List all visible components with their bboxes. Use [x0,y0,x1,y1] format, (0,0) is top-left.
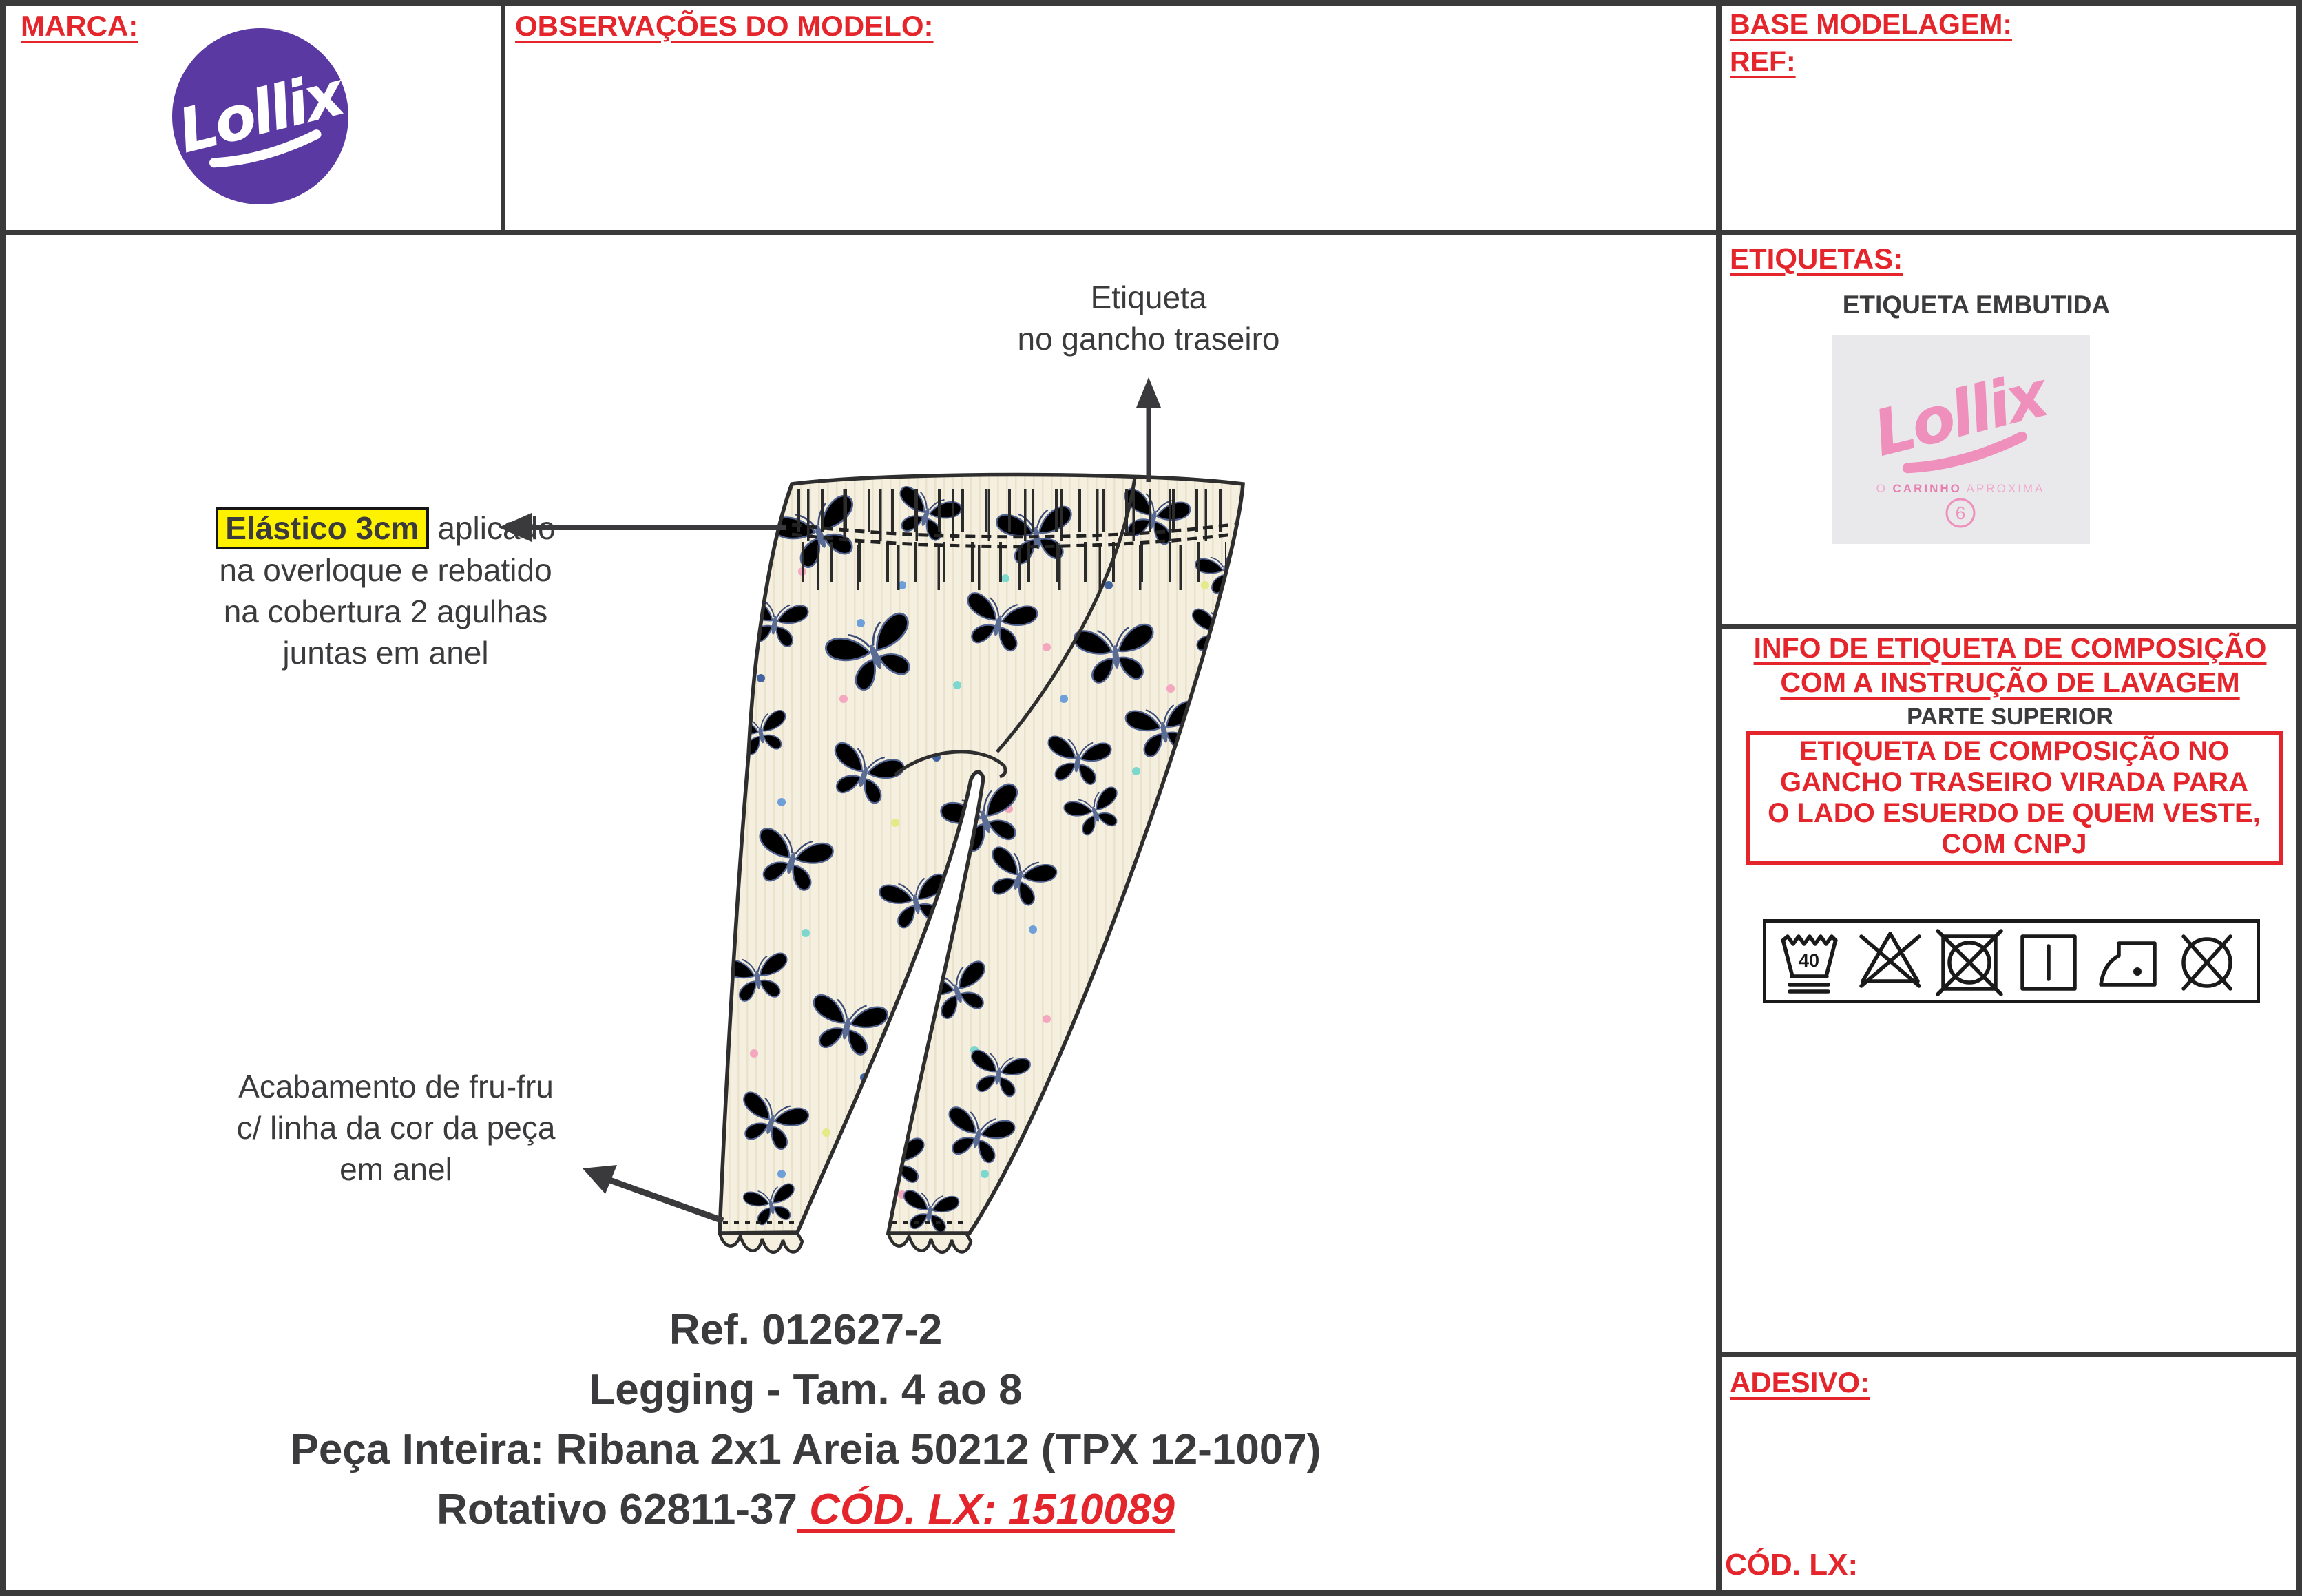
tag-size-number: 6 [1955,503,1966,523]
do-not-dry-clean-icon [2184,936,2230,989]
product-print-code: Rotativo 62811-37 [437,1486,797,1533]
care-symbols-box [1763,919,2260,1003]
lettuce-hem [720,1233,971,1252]
frame-border-top [0,0,2302,6]
composition-note-line: O LADO ESUERDO DE QUEM VESTE, [1768,798,2261,828]
etiquetas-info-divider [1716,624,2302,629]
composition-note-line: ETIQUETA DE COMPOSIÇÃO NO [1799,736,2230,766]
observacoes-label: OBSERVAÇÕES DO MODELO: [515,10,934,42]
svg-text:40: 40 [1798,950,1820,971]
etiquetas-section-label: ETIQUETAS: [1730,242,1903,275]
info-title-line2: COM A INSTRUÇÃO DE LAVAGEM [1780,666,2240,698]
composition-note-line: GANCHO TRASEIRO VIRADA PARA [1779,767,2249,797]
brand-logo [170,26,350,207]
elastico-line2: na overloque e rebatido [219,552,552,588]
product-fabric: Peça Inteira: Ribana 2x1 Areia 50212 (TPX 12-1007) [290,1426,1321,1473]
annotation-frufru [155,1066,637,1190]
tag-tagline: O CARINHO APROXIMA [1876,482,2045,495]
annotation-etiqueta-line2: no gancho traseiro [1017,321,1280,357]
info-composicao-title [1725,631,2295,700]
info-title-line1: INFO DE ETIQUETA DE COMPOSIÇÃO [1753,632,2267,664]
annotation-elastico [145,507,627,673]
elastico-line1-rest: aplicado [428,510,556,546]
frufru-line1: Acabamento de fru-fru [238,1069,554,1104]
product-title-block [117,1300,1494,1540]
annotation-etiqueta [976,277,1321,359]
wash-40-icon [1783,936,1836,991]
ref-label: REF: [1730,45,1796,77]
frame-border-bottom [0,1590,2302,1596]
product-print-line [117,1480,1494,1540]
garment-tag [1832,335,2090,544]
marca-obs-divider [501,0,505,235]
frufru-line3: em anel [339,1151,452,1187]
drip-dry-icon [2022,936,2075,989]
adesivo-label: ADESIVO: [1730,1366,1870,1398]
header-row-divider [0,230,2302,235]
parte-superior-label: PARTE SUPERIOR [1907,704,2113,730]
iron-low-icon [2101,943,2155,985]
frufru-line2: c/ linha da cor da peça [236,1110,556,1146]
tag-logo-text: Lollix [1866,357,2053,472]
elastico-highlight: Elástico 3cm [216,507,428,549]
product-name-size: Legging - Tam. 4 ao 8 [589,1366,1023,1414]
annotation-etiqueta-line1: Etiqueta [1090,280,1207,315]
do-not-tumble-dry-icon [1938,931,2001,994]
composition-note-line: COM CNPJ [1941,829,2087,859]
do-not-bleach-icon [1861,934,1919,986]
composition-note-box [1746,731,2283,865]
info-adesivo-divider [1716,1352,2302,1357]
brand-logo-text: Lollix [171,58,349,167]
elastico-line3: na cobertura 2 agulhas [223,594,548,629]
product-cod-lx: CÓD. LX: 1510089 [797,1486,1175,1533]
etiqueta-arrow [1136,377,1161,482]
elastico-line4: juntas em anel [282,635,489,671]
base-modelagem-label: BASE MODELAGEM: [1730,8,2012,40]
marca-label: MARCA: [21,10,138,42]
frame-border-left [0,0,6,1596]
cod-lx-label: CÓD. LX: [1725,1548,1859,1582]
product-ref: Ref. 012627-2 [669,1306,943,1354]
etiqueta-embutida-heading: ETIQUETA EMBUTIDA [1842,291,2111,319]
